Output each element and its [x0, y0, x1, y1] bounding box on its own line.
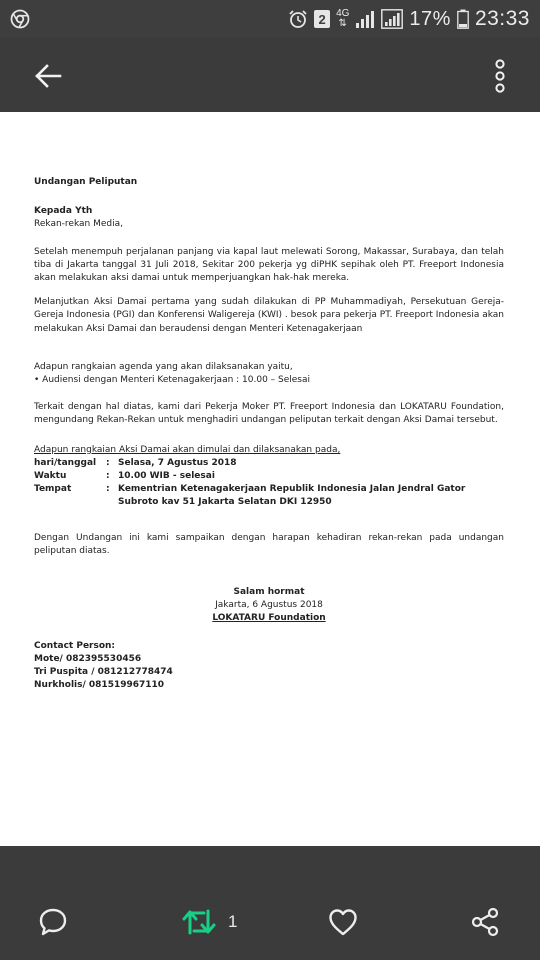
- detail-colon: :: [106, 471, 110, 482]
- retweet-button[interactable]: [182, 906, 237, 938]
- contact-item: Tri Puspita / 081212778474: [34, 667, 173, 678]
- reply-button[interactable]: [38, 906, 68, 938]
- status-icons: [288, 5, 530, 33]
- reply-icon: [38, 907, 68, 937]
- arrow-left-icon: [34, 64, 62, 88]
- signal-icon-2: [381, 9, 403, 29]
- detail-row-time: [34, 470, 504, 483]
- contact-item: Nurkholis/ 081519967110: [34, 680, 165, 691]
- more-vertical-icon: [494, 59, 506, 93]
- contact-item: Mote/ 082395530456: [34, 653, 142, 664]
- chrome-icon: [10, 9, 30, 29]
- like-icon: [328, 908, 358, 936]
- detail-key: hari/tanggal: [34, 457, 97, 468]
- sim-badge-icon: 2: [314, 10, 330, 28]
- detail-value: Selasa, 7 Agustus 2018: [118, 457, 237, 468]
- action-bar: [0, 846, 540, 960]
- document-body: [34, 176, 504, 692]
- detail-value: Kementrian Ketenagakerjaan Republik Indonesia Jalan Jendral Gator Subroto kav 51 Jakarta Selatan DKI 12950: [118, 484, 466, 508]
- battery-icon: [457, 9, 469, 29]
- signoff-salutation: Salam hormat: [233, 587, 305, 598]
- clock: 23:33: [474, 7, 530, 30]
- network-type: [336, 9, 349, 29]
- detail-key: Waktu: [34, 471, 67, 482]
- paragraph-2: Melanjutkan Aksi Damai pertama yang sudah dilakukan di PP Muhammadiyah, Persekutuan Gereja-Gereja Indonesia (PGI) dan Konferensi Waligereja (KWI) . besok para pekerja PT. Freeport Indonesia akan melakukan Aksi Damai dan beraudensi dengan Menteri Ketenagakerjaan: [34, 297, 504, 334]
- document-heading: Undangan Peliputan: [34, 177, 138, 187]
- closing-paragraph: Dengan Undangan ini kami sampaikan dengan harapan kehadiran rekan-rekan pada undangan peliputan diatas.: [34, 532, 504, 556]
- share-icon: [470, 907, 500, 937]
- battery-percent: 17%: [409, 7, 451, 30]
- status-bar: [0, 0, 540, 38]
- detail-colon: :: [106, 457, 110, 468]
- detail-row-date: [34, 457, 504, 470]
- detail-key: Tempat: [34, 484, 72, 495]
- signoff-place-date: Jakarta, 6 Agustus 2018: [215, 600, 323, 611]
- recipient-name: Rekan-rekan Media,: [34, 219, 123, 230]
- paragraph-1: Setelah menempuh perjalanan panjang via kapal laut melewati Sorong, Makassar, Surabaya, dan telah tiba di Jakarta tanggal 31 Juli 2018, Sekitar 200 pekerja yg diPHK sepihak oleh PT. Freeport Indonesia akan melakukan aksi damai untuk memperjuangkan hak-hak mereka.: [34, 246, 504, 284]
- schedule-intro: Adapun rangkaian Aksi Damai akan dimulai dan dilaksanakan pada,: [34, 444, 341, 455]
- retweet-icon: [182, 907, 216, 937]
- signal-icon: [355, 9, 375, 29]
- detail-row-place: [34, 483, 504, 509]
- network-label: 4G: [336, 8, 350, 19]
- data-arrows-icon: ⇅: [338, 18, 347, 29]
- document-image[interactable]: [0, 112, 540, 846]
- app-bar: [0, 38, 540, 112]
- alarm-icon: [288, 9, 308, 29]
- contact-label: Contact Person:: [34, 640, 116, 651]
- signoff-organization: LOKATARU Foundation: [212, 613, 326, 624]
- share-button[interactable]: [470, 906, 500, 938]
- detail-value: 10.00 WIB - selesai: [118, 471, 215, 482]
- back-button[interactable]: [28, 58, 68, 94]
- recipient-label: Kepada Yth: [34, 206, 93, 217]
- spacer: [34, 347, 504, 361]
- retweet-count: 1: [228, 912, 238, 931]
- like-button[interactable]: [328, 906, 358, 938]
- agenda-intro: Adapun rangkaian agenda yang akan dilaksanakan yaitu,: [34, 361, 293, 372]
- more-options-button[interactable]: [488, 56, 512, 96]
- agenda-item: • Audiensi dengan Menteri Ketenagakerjaan : 10.00 – Selesai: [34, 375, 311, 386]
- detail-colon: :: [106, 484, 110, 495]
- paragraph-3: Terkait dengan hal diatas, kami dari Pekerja Moker PT. Freeport Indonesia dan LOKATARU Foundation, mengundang Rekan-Rekan untuk menghadiri undangan peliputan terkait dengan Aksi Damai tersebut.: [34, 402, 504, 426]
